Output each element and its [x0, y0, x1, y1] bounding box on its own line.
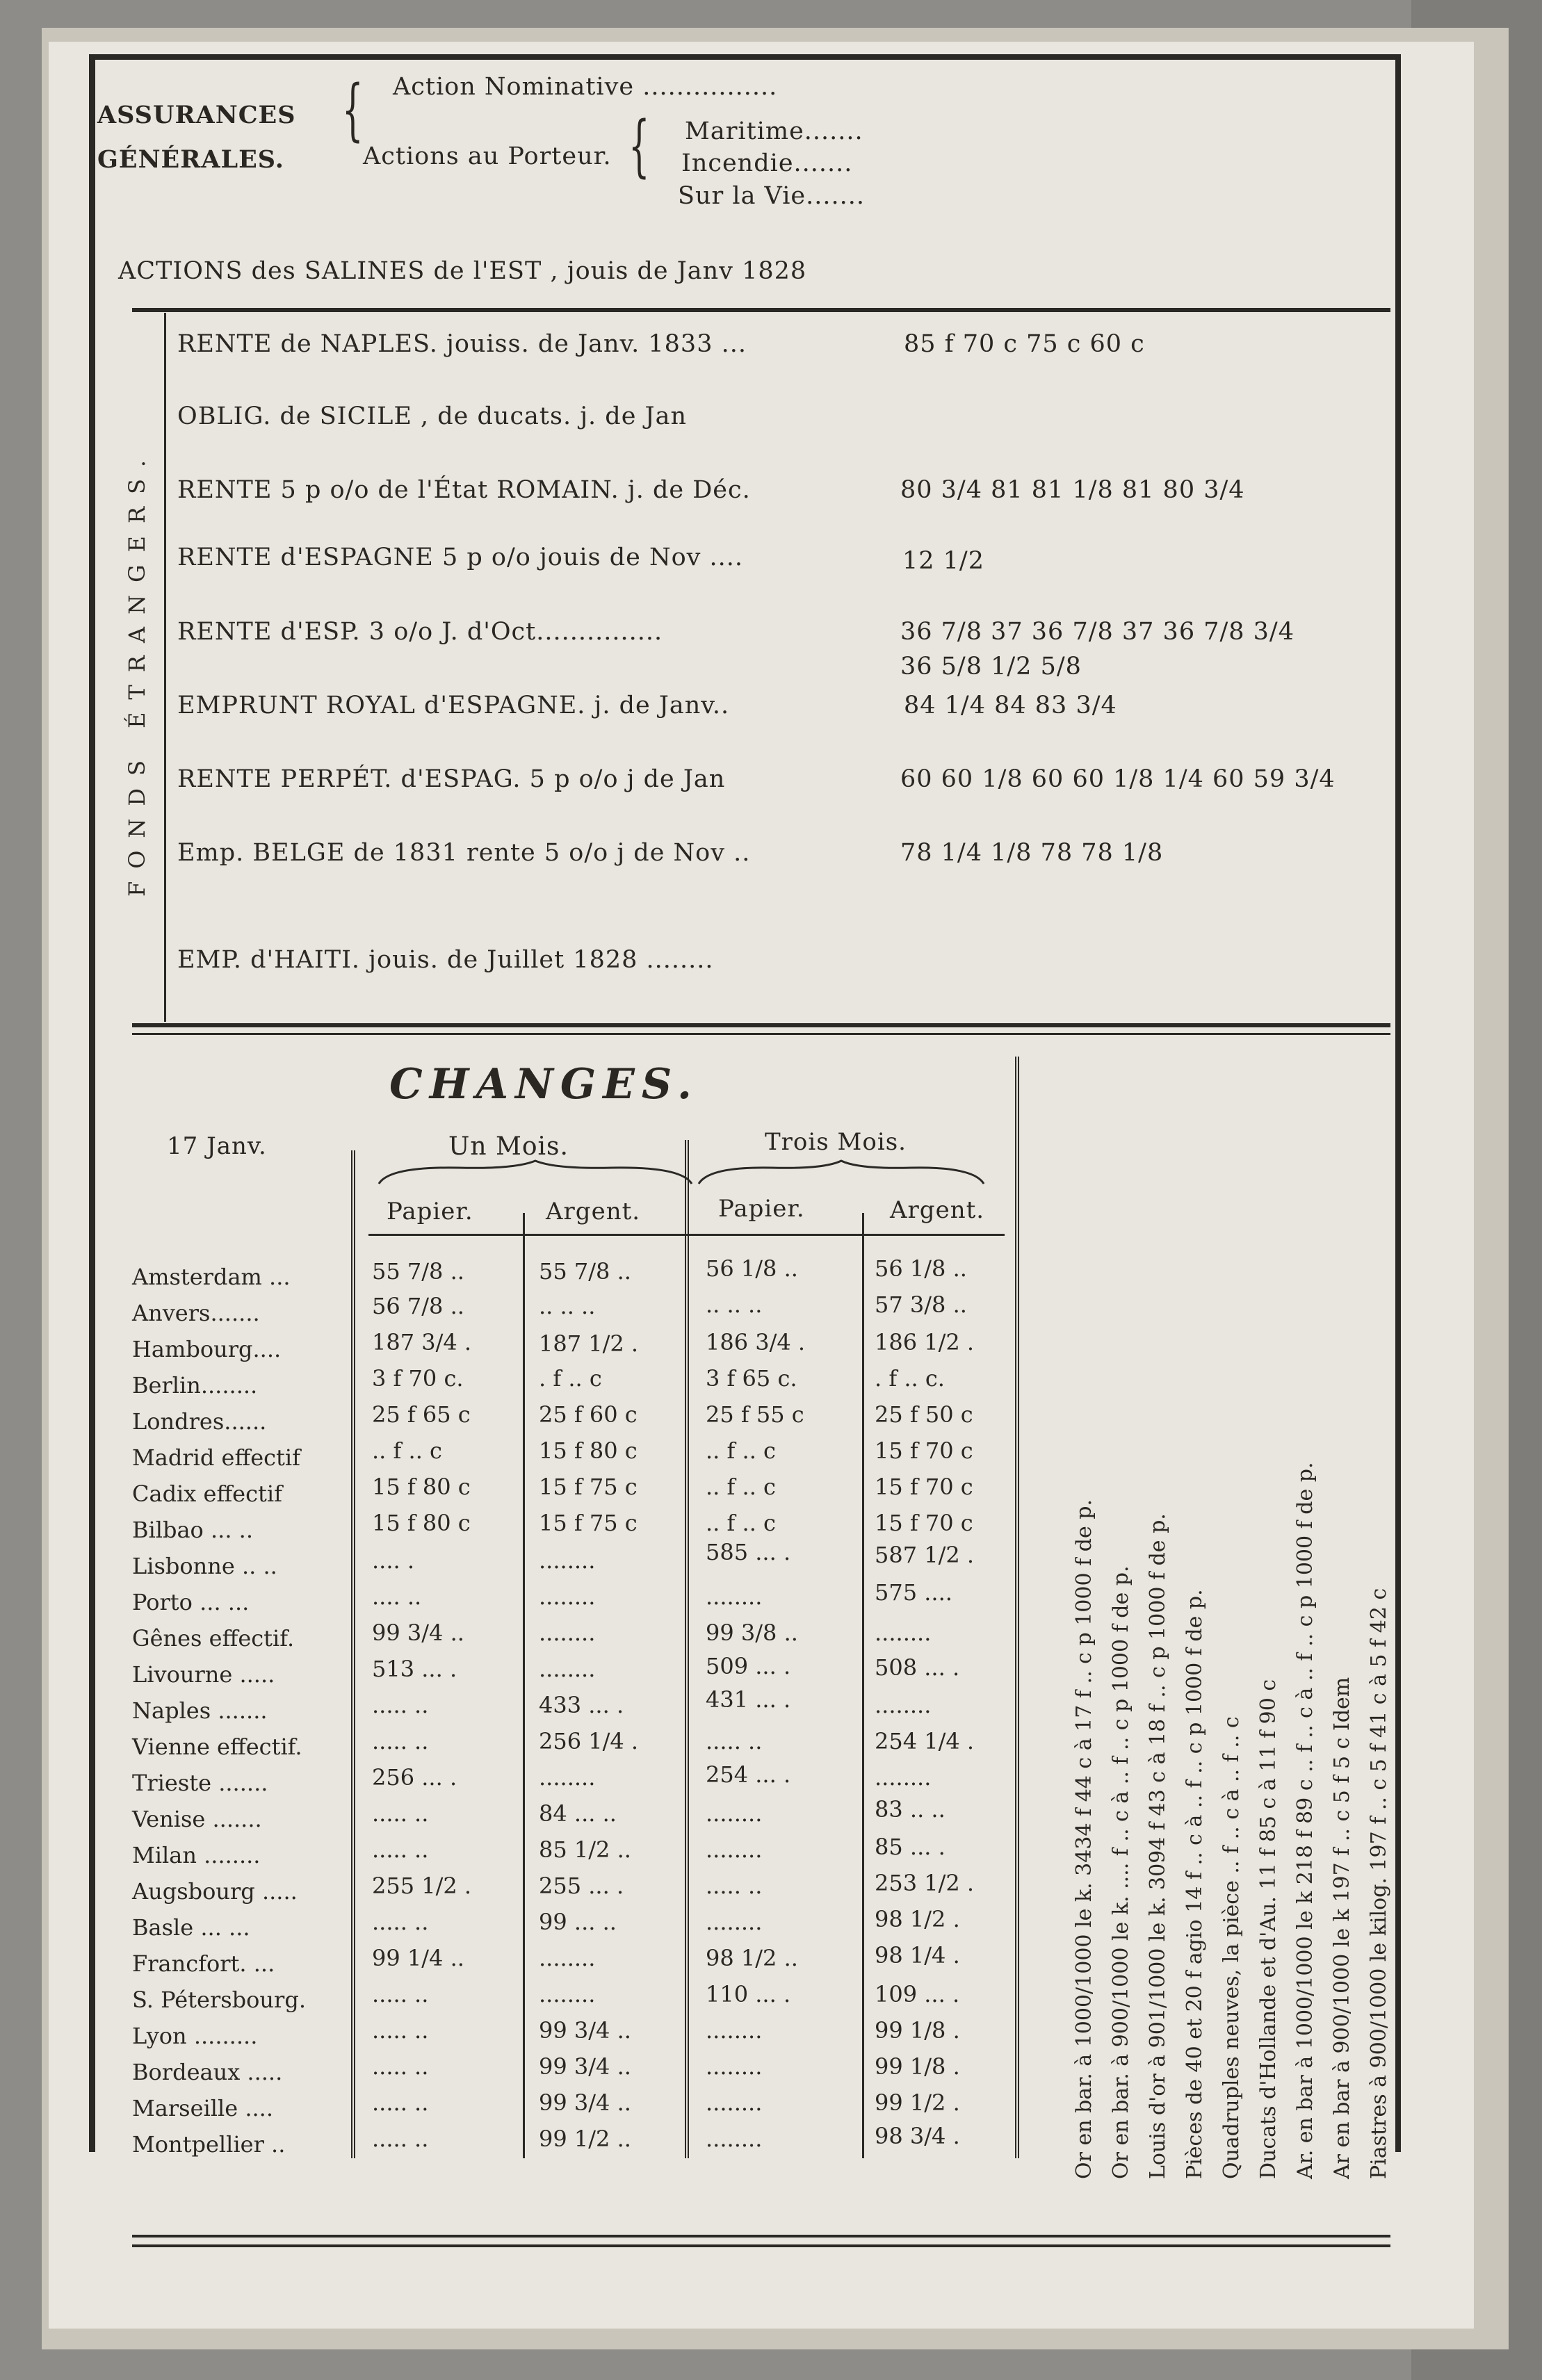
cell-un-mois-argent: 99 3/4 ..: [539, 2053, 631, 2080]
fonds-row-values: 36 7/8 37 36 7/8 37 36 7/8 3/4: [900, 618, 1295, 646]
cell-trois-mois-argent: 109 ... .: [875, 1981, 960, 2007]
cell-trois-mois-argent: ........: [875, 1620, 932, 1646]
col-divider-2: [685, 1140, 689, 2158]
cell-un-mois-argent: ........: [539, 1945, 596, 1971]
cell-trois-mois-argent: 575 ....: [875, 1579, 952, 1606]
fonds-row-name: RENTE 5 p o/o de l'État ROMAIN. j. de Déc.: [177, 476, 751, 504]
city-name: Hambourg....: [132, 1336, 282, 1362]
cell-trois-mois-papier: .. f .. c: [706, 1474, 776, 1500]
assurances-label: ASSURANCES: [97, 101, 296, 129]
cell-un-mois-argent: 99 ... ..: [539, 1909, 617, 1935]
action-nominative: Action Nominative ................: [393, 73, 778, 101]
cell-un-mois-argent: .. .. ..: [539, 1293, 596, 1319]
cell-trois-mois-argent: 99 1/8 .: [875, 2017, 960, 2044]
fonds-row-values: 84 1/4 84 83 3/4: [904, 692, 1117, 719]
cell-un-mois-argent: 99 1/2 ..: [539, 2126, 631, 2152]
cell-trois-mois-argent: 83 .. ..: [875, 1796, 946, 1823]
cell-trois-mois-papier: 585 ... .: [706, 1539, 791, 1565]
fonds-row-values: 80 3/4 81 81 1/8 81 80 3/4: [900, 476, 1245, 504]
cell-trois-mois-papier: 3 f 65 c.: [706, 1365, 797, 1392]
cell-un-mois-papier: 255 1/2 .: [372, 1873, 472, 1899]
metal-line: Pièces de 40 et 20 f agio 14 f .. c à .. f .. c p 1000 f de p.: [1183, 1589, 1207, 2179]
city-name: Bordeaux .....: [132, 2059, 283, 2085]
city-name: Milan ........: [132, 1842, 261, 1868]
fonds-row-name: RENTE PERPÉT. d'ESPAG. 5 p o/o j de Jan: [177, 765, 726, 793]
fonds-row-name: EMP. d'HAITI. jouis. de Juillet 1828 ........: [177, 946, 714, 974]
cell-un-mois-papier: ..... ..: [372, 2017, 429, 2044]
incendie: Incendie.......: [681, 149, 853, 177]
city-name: Trieste .......: [132, 1770, 268, 1796]
metal-line: Or en bar. à 900/1000 le k. .... f .. c à .. f .. c p 1000 f de p.: [1109, 1565, 1133, 2179]
cell-trois-mois-argent: 253 1/2 .: [875, 1870, 975, 1896]
cell-trois-mois-argent: 186 1/2 .: [875, 1329, 975, 1355]
changes-date: 17 Janv.: [167, 1132, 267, 1160]
cell-un-mois-papier: 513 ... .: [372, 1656, 457, 1682]
cell-trois-mois-argent: 587 1/2 .: [875, 1542, 975, 1568]
cell-un-mois-papier: .... .: [372, 1547, 415, 1574]
city-name: Londres......: [132, 1408, 267, 1435]
city-name: Venise .......: [132, 1806, 262, 1832]
cell-trois-mois-argent: 254 1/4 .: [875, 1728, 975, 1754]
metal-line: Ducats d'Hollande et d'Au. 11 f 85 c à 11 f 90 c: [1256, 1679, 1281, 2179]
city-name: Anvers.......: [132, 1300, 260, 1326]
cell-un-mois-argent: ........: [539, 1620, 596, 1646]
cell-un-mois-papier: 55 7/8 ..: [372, 1258, 464, 1285]
cell-trois-mois-papier: ........: [706, 1836, 763, 1863]
fonds-row-values: 12 1/2: [902, 547, 984, 575]
cell-trois-mois-argent: 98 1/2 .: [875, 1906, 960, 1932]
cell-un-mois-papier: ..... ..: [372, 2053, 429, 2080]
city-name: Gênes effectif.: [132, 1625, 295, 1652]
cell-un-mois-argent: 55 7/8 ..: [539, 1258, 631, 1285]
metal-line: Or en bar. à 1000/1000 le k. 3434 f 44 c à 17 f .. c p 1000 f de p.: [1072, 1499, 1096, 2179]
fonds-row-name: Emp. BELGE de 1831 rente 5 o/o j de Nov ..: [177, 839, 751, 867]
cell-un-mois-argent: 15 f 75 c: [539, 1510, 638, 1536]
papier-header-2: Papier.: [718, 1195, 805, 1223]
cell-un-mois-papier: ..... ..: [372, 1981, 429, 2007]
cell-trois-mois-argent: . f .. c.: [875, 1365, 945, 1392]
city-name: Berlin........: [132, 1372, 258, 1399]
fonds-row-name: RENTE de NAPLES. jouiss. de Janv. 1833 ...: [177, 330, 747, 358]
cell-trois-mois-argent: 25 f 50 c: [875, 1401, 973, 1428]
col-divider-1: [523, 1213, 525, 2158]
cell-trois-mois-argent: 98 3/4 .: [875, 2123, 960, 2149]
cell-un-mois-papier: ..... ..: [372, 1909, 429, 1935]
cell-un-mois-papier: .. f .. c: [372, 1437, 442, 1464]
cell-un-mois-argent: ........: [539, 1547, 596, 1574]
cell-un-mois-argent: ........: [539, 1981, 596, 2007]
fonds-etrangers-label: FONDS ÉTRANGERS.: [124, 447, 150, 897]
city-name: Cadix effectif: [132, 1481, 282, 1507]
cell-trois-mois-papier: ........: [706, 2126, 763, 2152]
cell-trois-mois-argent: ........: [875, 1692, 932, 1718]
cell-trois-mois-argent: 57 3/8 ..: [875, 1291, 967, 1318]
cell-un-mois-papier: ..... ..: [372, 1836, 429, 1863]
city-name: Naples .......: [132, 1697, 268, 1724]
cell-trois-mois-argent: 98 1/4 .: [875, 1942, 960, 1969]
cell-trois-mois-argent: 99 1/8 .: [875, 2053, 960, 2080]
argent-header-2: Argent.: [890, 1196, 985, 1224]
argent-header-1: Argent.: [546, 1198, 641, 1225]
city-name: Bilbao ... ..: [132, 1517, 254, 1543]
cell-trois-mois-papier: .. f .. c: [706, 1437, 776, 1464]
cell-un-mois-papier: 15 f 80 c: [372, 1474, 471, 1500]
cell-trois-mois-argent: 85 ... .: [875, 1834, 946, 1860]
cell-un-mois-argent: 256 1/4 .: [539, 1728, 639, 1754]
cell-un-mois-papier: 256 ... .: [372, 1764, 457, 1791]
cell-trois-mois-argent: ........: [875, 1764, 932, 1791]
cell-trois-mois-papier: 110 ... .: [706, 1981, 791, 2007]
cell-un-mois-papier: ..... ..: [372, 1800, 429, 1827]
cell-un-mois-papier: 3 f 70 c.: [372, 1365, 464, 1392]
trois-mois-brace: [695, 1159, 987, 1187]
metal-line: Quadruples neuves, la pièce .. f .. c à .. f .. c: [1219, 1716, 1244, 2179]
cell-un-mois-argent: . f .. c: [539, 1365, 602, 1392]
fonds-row-name: EMPRUNT ROYAL d'ESPAGNE. j. de Janv..: [177, 692, 730, 719]
sur-la-vie: Sur la Vie.......: [678, 182, 866, 210]
brace-left: {: [342, 71, 364, 149]
city-name: S. Pétersbourg.: [132, 1987, 306, 2013]
city-name: Basle ... ...: [132, 1914, 250, 1941]
cell-trois-mois-papier: 186 3/4 .: [706, 1329, 806, 1355]
cell-un-mois-argent: ........: [539, 1656, 596, 1682]
city-name: Montpellier ..: [132, 2131, 286, 2158]
cell-trois-mois-argent: 99 1/2 .: [875, 2089, 960, 2116]
header-underline-2: [695, 1234, 1005, 1236]
brace-right: {: [628, 107, 650, 185]
fonds-row-name: RENTE d'ESPAGNE 5 p o/o jouis de Nov ....: [177, 544, 744, 571]
cell-trois-mois-papier: 99 3/8 ..: [706, 1620, 798, 1646]
un-mois-header: Un Mois.: [448, 1132, 569, 1161]
city-name: Francfort. ...: [132, 1950, 275, 1977]
cell-un-mois-papier: 25 f 65 c: [372, 1401, 471, 1428]
rule-changes-top-thin: [132, 1033, 1390, 1035]
salines-row: ACTIONS des SALINES de l'EST , jouis de Janv 1828: [118, 257, 807, 285]
cell-trois-mois-papier: .. .. ..: [706, 1291, 763, 1318]
trois-mois-header: Trois Mois.: [765, 1128, 907, 1156]
cell-trois-mois-papier: ..... ..: [706, 1873, 763, 1899]
cell-un-mois-argent: 15 f 80 c: [539, 1437, 638, 1464]
cell-un-mois-argent: 99 3/4 ..: [539, 2017, 631, 2044]
cell-trois-mois-argent: 508 ... .: [875, 1654, 960, 1681]
cell-un-mois-argent: 84 ... ..: [539, 1800, 617, 1827]
cell-trois-mois-papier: 431 ... .: [706, 1686, 791, 1713]
city-name: Porto ... ...: [132, 1589, 250, 1615]
city-name: Madrid effectif: [132, 1444, 300, 1471]
maritime: Maritime.......: [685, 117, 863, 145]
rule-changes-top: [132, 1023, 1390, 1027]
cell-trois-mois-papier: 254 ... .: [706, 1761, 791, 1788]
fonds-row-values: 60 60 1/8 60 60 1/8 1/4 60 59 3/4: [900, 765, 1336, 793]
col-divider-city: [351, 1150, 355, 2158]
cell-un-mois-papier: ..... ..: [372, 1728, 429, 1754]
col-divider-metals: [1015, 1057, 1019, 2158]
fonds-row-name: OBLIG. de SICILE , de ducats. j. de Jan: [177, 402, 687, 430]
cell-trois-mois-papier: ........: [706, 2089, 763, 2116]
city-name: Livourne .....: [132, 1661, 275, 1688]
cell-trois-mois-argent: 56 1/8 ..: [875, 1255, 967, 1282]
metal-line: Louis d'or à 901/1000 le k. 3094 f 43 c à 18 f .. c p 1000 f de p.: [1146, 1513, 1170, 2179]
cell-un-mois-argent: ........: [539, 1583, 596, 1610]
fonds-row-name: RENTE d'ESP. 3 o/o J. d'Oct...............: [177, 618, 663, 646]
cell-trois-mois-argent: 15 f 70 c: [875, 1437, 973, 1464]
cell-trois-mois-papier: ........: [706, 2053, 763, 2080]
cell-un-mois-papier: 15 f 80 c: [372, 1510, 471, 1536]
city-name: Lyon .........: [132, 2023, 258, 2049]
cell-un-mois-argent: 15 f 75 c: [539, 1474, 638, 1500]
cell-trois-mois-argent: 15 f 70 c: [875, 1510, 973, 1536]
fonds-row-values: 78 1/4 1/8 78 78 1/8: [900, 839, 1164, 867]
cell-trois-mois-papier: ........: [706, 1909, 763, 1935]
cell-un-mois-papier: ..... ..: [372, 2089, 429, 2116]
col-divider-3: [862, 1213, 864, 2158]
cell-un-mois-papier: 99 1/4 ..: [372, 1945, 464, 1971]
cell-trois-mois-papier: ........: [706, 1583, 763, 1610]
cell-un-mois-argent: 187 1/2 .: [539, 1330, 639, 1357]
cell-un-mois-argent: 25 f 60 c: [539, 1401, 638, 1428]
metal-line: Ar. en bar à 1000/1000 le k 218 f 89 c .. f .. c à .. f .. c p 1000 f de p.: [1293, 1462, 1317, 2179]
metal-line: Piastres à 900/1000 le kilog. 197 f .. c 5 f 41 c à 5 f 42 c: [1367, 1588, 1391, 2179]
cell-un-mois-argent: 433 ... .: [539, 1692, 624, 1718]
cell-un-mois-papier: .... ..: [372, 1583, 422, 1610]
cell-trois-mois-papier: 56 1/8 ..: [706, 1255, 798, 1282]
cell-un-mois-argent: 85 1/2 ..: [539, 1836, 631, 1863]
fonds-row-values-2: 36 5/8 1/2 5/8: [900, 653, 1082, 680]
city-name: Lisbonne .. ..: [132, 1553, 277, 1579]
cell-un-mois-argent: 99 3/4 ..: [539, 2089, 631, 2116]
cell-un-mois-argent: 255 ... .: [539, 1873, 624, 1899]
cell-trois-mois-papier: ..... ..: [706, 1728, 763, 1754]
cell-trois-mois-papier: 509 ... .: [706, 1653, 791, 1679]
cell-un-mois-papier: 187 3/4 .: [372, 1329, 472, 1355]
cell-trois-mois-papier: ........: [706, 2017, 763, 2044]
cell-un-mois-papier: ..... ..: [372, 1692, 429, 1718]
fonds-row-values: 85 f 70 c 75 c 60 c: [904, 330, 1145, 358]
fonds-divider: [164, 313, 166, 1022]
bottom-rule: [132, 2235, 1390, 2247]
un-mois-brace: [375, 1159, 695, 1187]
city-name: Marseille ....: [132, 2095, 273, 2121]
cell-trois-mois-argent: 15 f 70 c: [875, 1474, 973, 1500]
cell-trois-mois-papier: 25 f 55 c: [706, 1401, 804, 1428]
rule-fonds-top: [132, 308, 1390, 312]
cell-trois-mois-papier: .. f .. c: [706, 1510, 776, 1536]
header-underline-1: [368, 1234, 695, 1236]
metal-line: Ar en bar à 900/1000 le k 197 f .. c 5 f 5 c Idem: [1330, 1677, 1354, 2179]
generales-label: GÉNÉRALES.: [97, 145, 284, 174]
cell-un-mois-papier: 99 3/4 ..: [372, 1620, 464, 1646]
city-name: Vienne effectif.: [132, 1734, 302, 1760]
cell-un-mois-papier: ..... ..: [372, 2126, 429, 2152]
cell-trois-mois-papier: 98 1/2 ..: [706, 1945, 798, 1971]
actions-porteur: Actions au Porteur.: [363, 142, 612, 170]
cell-un-mois-papier: 56 7/8 ..: [372, 1293, 464, 1319]
city-name: Augsbourg .....: [132, 1878, 298, 1905]
changes-title: CHANGES.: [389, 1060, 699, 1109]
papier-header-1: Papier.: [387, 1198, 473, 1225]
city-name: Amsterdam ...: [132, 1264, 291, 1290]
cell-trois-mois-papier: ........: [706, 1800, 763, 1827]
cell-un-mois-argent: ........: [539, 1764, 596, 1791]
